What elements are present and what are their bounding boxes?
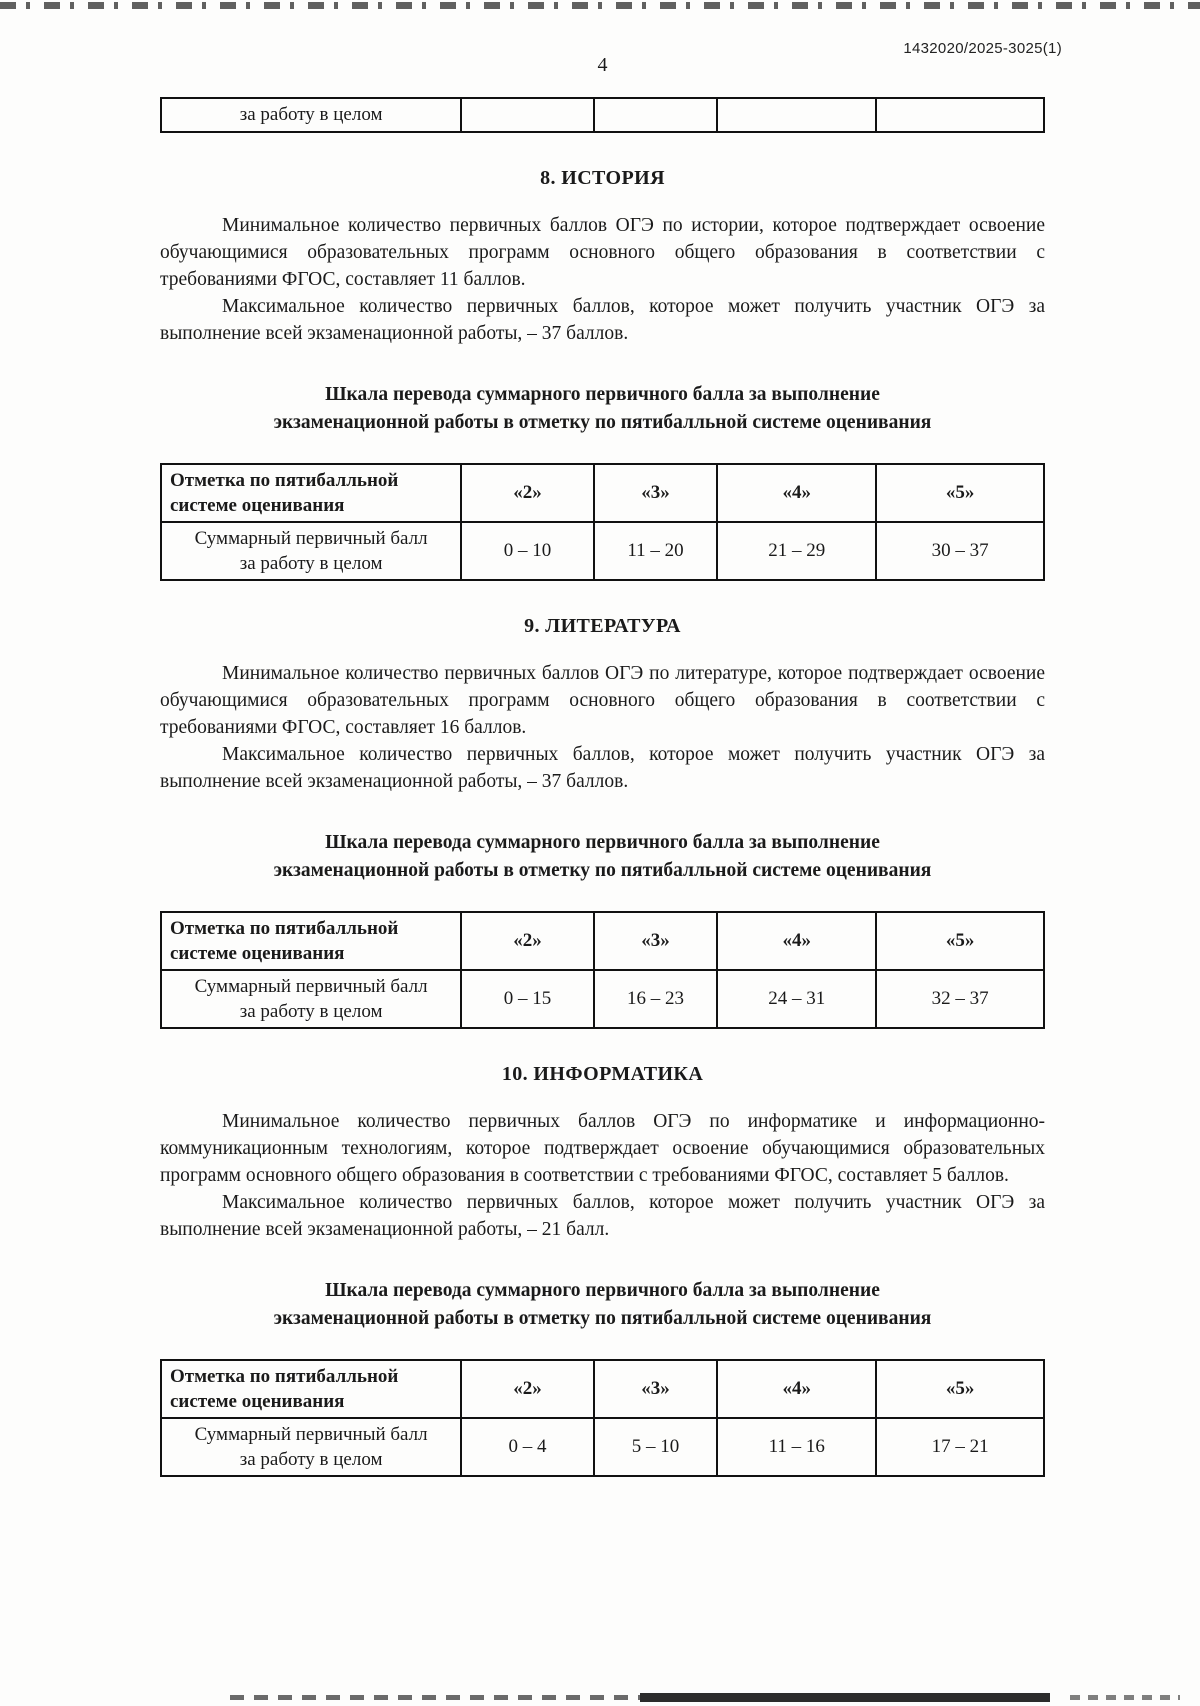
paragraph-history-min: Минимальное количество первичных баллов ОГЭ по истории, которое подтверждает освоение обучающимися образовательных программ основного общего образования в соответствии с требованиями ФГОС, составляет 11 баллов. bbox=[160, 215, 1045, 290]
range-history-4: 21 – 29 bbox=[717, 522, 876, 580]
row-label-total-score: Суммарный первичный балл за работу в целом bbox=[161, 1418, 461, 1476]
header-mark-5: «5» bbox=[876, 912, 1044, 970]
range-literature-3: 16 – 23 bbox=[594, 970, 718, 1028]
header-mark-label: Отметка по пятибалльной системе оценивания bbox=[161, 1360, 461, 1418]
paragraph-informatics-min: Минимальное количество первичных баллов ОГЭ по информатике и информационно-коммуникационным технологиям, которое подтверждает освоение обучающимися образовательных программ основного общего образования в соответствии с требованиями ФГОС, составляет 5 баллов. bbox=[160, 1111, 1045, 1186]
scan-artifact-bottom-dashes bbox=[230, 1695, 640, 1700]
continued-row-label: за работу в целом bbox=[161, 98, 461, 132]
range-informatics-2: 0 – 4 bbox=[461, 1418, 593, 1476]
scan-artifact-bottom-bar bbox=[640, 1693, 1050, 1702]
scale-heading-line1: Шкала перевода суммарного первичного балла за выполнение bbox=[325, 384, 880, 405]
range-history-3: 11 – 20 bbox=[594, 522, 718, 580]
range-history-2: 0 – 10 bbox=[461, 522, 593, 580]
range-informatics-3: 5 – 10 bbox=[594, 1418, 718, 1476]
header-mark-2: «2» bbox=[461, 912, 593, 970]
paragraph-informatics-max: Максимальное количество первичных баллов, которое может получить участник ОГЭ за выполнение всей экзаменационной работы, – 21 балл. bbox=[160, 1192, 1045, 1240]
header-mark-4: «4» bbox=[717, 912, 876, 970]
row-label-total-score: Суммарный первичный балл за работу в целом bbox=[161, 522, 461, 580]
header-mark-label: Отметка по пятибалльной системе оценивания bbox=[161, 912, 461, 970]
continued-table-row bbox=[160, 97, 1045, 133]
header-mark-3: «3» bbox=[594, 912, 718, 970]
continued-cell-4 bbox=[717, 98, 876, 132]
scale-heading-history bbox=[184, 381, 1021, 437]
header-mark-5: «5» bbox=[876, 464, 1044, 522]
header-mark-3: «3» bbox=[594, 1360, 718, 1418]
header-mark-label: Отметка по пятибалльной системе оценивания bbox=[161, 464, 461, 522]
header-mark-5: «5» bbox=[876, 1360, 1044, 1418]
range-literature-2: 0 – 15 bbox=[461, 970, 593, 1028]
scan-artifact-bottom-right bbox=[1070, 1695, 1180, 1700]
range-literature-5: 32 – 37 bbox=[876, 970, 1044, 1028]
scale-table-informatics bbox=[160, 1359, 1045, 1477]
continued-cell-2 bbox=[461, 98, 593, 132]
document-reference-number: 1432020/2025-3025(1) bbox=[903, 40, 1062, 57]
page-content bbox=[0, 54, 1200, 1477]
scan-artifact-top-edge bbox=[0, 2, 1200, 9]
scale-heading-informatics bbox=[184, 1277, 1021, 1333]
section-title-history: 8. ИСТОРИЯ bbox=[540, 167, 665, 189]
header-mark-4: «4» bbox=[717, 464, 876, 522]
range-literature-4: 24 – 31 bbox=[717, 970, 876, 1028]
scale-table-literature bbox=[160, 911, 1045, 1029]
scale-heading-line2: экзаменационной работы в отметку по пятибалльной системе оценивания bbox=[273, 1308, 932, 1329]
header-mark-3: «3» bbox=[594, 464, 718, 522]
scale-table-history bbox=[160, 463, 1045, 581]
range-informatics-5: 17 – 21 bbox=[876, 1418, 1044, 1476]
header-mark-2: «2» bbox=[461, 464, 593, 522]
scale-heading-line1: Шкала перевода суммарного первичного балла за выполнение bbox=[325, 832, 880, 853]
continued-cell-3 bbox=[594, 98, 718, 132]
row-label-total-score: Суммарный первичный балл за работу в целом bbox=[161, 970, 461, 1028]
header-mark-2: «2» bbox=[461, 1360, 593, 1418]
scale-heading-literature bbox=[184, 829, 1021, 885]
paragraph-history-max: Максимальное количество первичных баллов, которое может получить участник ОГЭ за выполнение всей экзаменационной работы, – 37 баллов. bbox=[160, 296, 1045, 344]
continued-cell-5 bbox=[876, 98, 1044, 132]
scale-heading-line2: экзаменационной работы в отметку по пятибалльной системе оценивания bbox=[273, 412, 932, 433]
paragraph-literature-max: Максимальное количество первичных баллов, которое может получить участник ОГЭ за выполнение всей экзаменационной работы, – 37 баллов. bbox=[160, 744, 1045, 792]
scale-heading-line2: экзаменационной работы в отметку по пятибалльной системе оценивания bbox=[273, 860, 932, 881]
header-mark-4: «4» bbox=[717, 1360, 876, 1418]
paragraph-literature-min: Минимальное количество первичных баллов ОГЭ по литературе, которое подтверждает освоение обучающимися образовательных программ основного общего образования в соответствии с требованиями ФГОС, составляет 16 баллов. bbox=[160, 663, 1045, 738]
section-title-literature: 9. ЛИТЕРАТУРА bbox=[524, 615, 681, 637]
range-informatics-4: 11 – 16 bbox=[717, 1418, 876, 1476]
range-history-5: 30 – 37 bbox=[876, 522, 1044, 580]
section-title-informatics: 10. ИНФОРМАТИКА bbox=[501, 1063, 704, 1085]
page-number: 4 bbox=[597, 54, 608, 76]
scale-heading-line1: Шкала перевода суммарного первичного балла за выполнение bbox=[325, 1280, 880, 1301]
